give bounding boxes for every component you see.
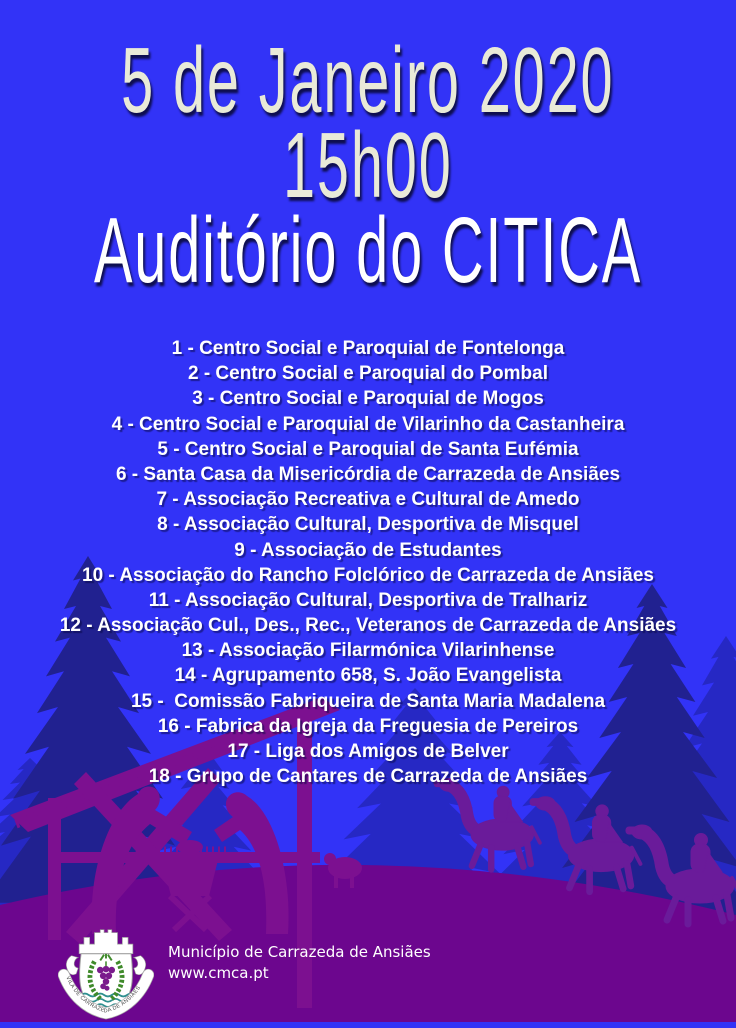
participant-item: 15 - Comissão Fabriqueira de Santa Maria Madalena (130, 690, 606, 712)
event-venue (0, 198, 736, 302)
participant-item: 11 - Associação Cultural, Desportiva de Tralhariz (148, 589, 588, 611)
footer (58, 920, 431, 1022)
event-venue-text: Auditório do CITICA (93, 198, 643, 302)
participants-list (0, 336, 736, 789)
municipal-crest-icon (58, 920, 154, 1022)
footer-text (168, 942, 431, 984)
crest-motto-text: VILA DE CARRAZEDA DE ANSIÃES (64, 975, 143, 1015)
event-time-text: 15h00 (283, 113, 453, 217)
title-block (0, 28, 736, 302)
event-date (0, 28, 736, 132)
participant-item: 10 - Associação do Rancho Folclórico de Carrazeda de Ansiães (82, 564, 654, 586)
participant-item: 13 - Associação Filarmónica Vilarinhense (181, 640, 555, 662)
participant-item: 8 - Associação Cultural, Desportiva de Misquel (157, 514, 579, 536)
participant-item: 12 - Associação Cul., Des., Rec., Veteranos de Carrazeda de Ansiães (59, 615, 677, 637)
municipality-website: www.cmca.pt (168, 964, 269, 982)
participant-item: 5 - Centro Social e Paroquial de Santa Eufémia (157, 438, 579, 460)
participant-item: 7 - Associação Recreativa e Cultural de Amedo (156, 489, 580, 511)
participant-item: 16 - Fabrica da Igreja da Freguesia de Pereiros (157, 715, 579, 737)
participant-item: 2 - Centro Social e Paroquial do Pombal (187, 363, 549, 385)
participant-item: 18 - Grupo de Cantares de Carrazeda de Ansiães (148, 766, 588, 788)
participant-item: 6 - Santa Casa da Misericórdia de Carrazeda de Ansiães (115, 463, 621, 485)
participant-item: 17 - Liga dos Amigos de Belver (227, 741, 509, 762)
event-date-text: 5 de Janeiro 2020 (121, 28, 615, 132)
participant-item: 4 - Centro Social e Paroquial de Vilarinho da Castanheira (111, 413, 625, 435)
participant-item: 9 - Associação de Estudantes (234, 539, 502, 561)
municipality-name: Município de Carrazeda de Ansiães (168, 943, 431, 961)
participant-item: 3 - Centro Social e Paroquial de Mogos (192, 388, 544, 410)
participant-item: 14 - Agrupamento 658, S. João Evangelista (174, 665, 562, 687)
participant-item: 1 - Centro Social e Paroquial de Fontelonga (171, 338, 565, 359)
event-time (0, 113, 736, 217)
